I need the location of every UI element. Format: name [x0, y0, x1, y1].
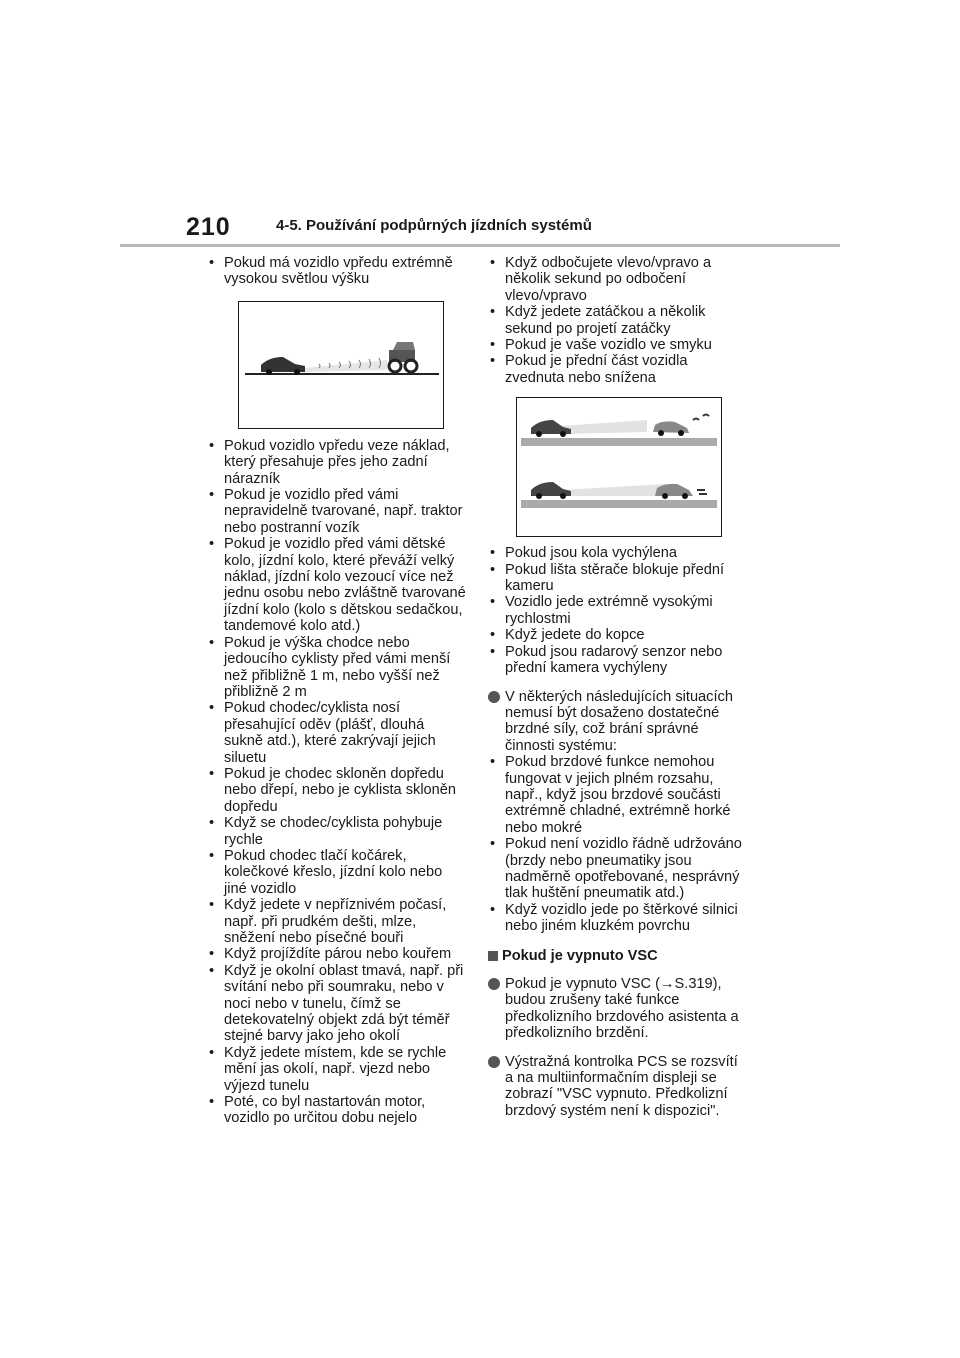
list-item: • Když se chodec/cyklista pohybuje rychle [207, 815, 467, 848]
list-item: • Pokud je vaše vozidlo ve smyku [488, 337, 748, 353]
square-marker-icon [488, 951, 498, 961]
bullet-dot-icon [488, 691, 500, 703]
page-header [0, 0, 960, 250]
list-item: • Pokud není vozidlo řádně udržováno (brzdy nebo pneumatiky jsou nadměrně opotřebované, nesprávný tlak huštění pneumatik atd.) [488, 836, 748, 902]
vsc-heading [488, 948, 748, 964]
list-item: • Pokud je vozidlo před vámi dětské kolo, jízdní kolo, které převáží velký náklad, jízdní kolo vezoucí více než jednu osobu nebo zvláštně tvarované jízdní kolo (kolo s dětskou sedačkou, tandemové kolo atd.) [207, 536, 467, 634]
page-number: 210 [186, 213, 231, 241]
vsc-note-2-text: Výstražná kontrolka PCS se rozsvítí a na multiinformačním displeji se zobrazí "VSC vypnuto. Předkolizní brzdový systém není k dispozici". [505, 1053, 738, 1119]
right-list-mid [488, 545, 748, 676]
braking-note [488, 689, 748, 755]
list-item: • Když odbočujete vlevo/vpravo a několik sekund po odbočení vlevo/vpravo [488, 255, 748, 304]
list-item: • Když jedete v nepříznivém počasí, např. při prudkém dešti, mlze, sněžení nebo písečné bouři [207, 897, 467, 946]
left-list-bottom [207, 438, 467, 1127]
list-item: • Když jedete do kopce [488, 627, 748, 643]
list-item: • Pokud brzdové funkce nemohou fungovat v jejich plném rozsahu, např., když jsou brzdové součásti extrémně chladné, extrémně horké nebo mokré [488, 754, 748, 836]
header-divider [120, 244, 840, 247]
list-item: • Pokud chodec/cyklista nosí přesahující oděv (plášť, dlouhá sukně atd.), které zakrývají jejich siluetu [207, 700, 467, 766]
right-list-braking [488, 754, 748, 934]
bullet-dot-icon [488, 1056, 500, 1068]
list-item: • Pokud chodec tlačí kočárek, kolečkové křeslo, jízdní kolo nebo jiné vozidlo [207, 848, 467, 897]
vsc-note-1 [488, 976, 748, 1042]
section-title: 4-5. Používání podpůrných jízdních systémů [276, 217, 592, 234]
right-list-top [488, 255, 748, 386]
list-item: • Pokud vozidlo vpředu veze náklad, který přesahuje přes jeho zadní nárazník [207, 438, 467, 487]
left-list-top [207, 255, 467, 288]
list-item: • Pokud jsou radarový senzor nebo přední kamera vychýleny [488, 644, 748, 677]
right-column [488, 255, 748, 1119]
list-item: • Pokud jsou kola vychýlena [488, 545, 748, 561]
list-item: • Pokud je výška chodce nebo jedoucího cyklisty před vámi menší než přibližně 1 m, nebo vyšší než přibližně 2 m [207, 635, 467, 701]
left-column [207, 255, 467, 1127]
vsc-note-1-text: Pokud je vypnuto VSC (→S.319), budou zrušeny také funkce předkolizního brzdového asistenta a předkolizního brzdění. [505, 976, 739, 1042]
list-item: • Vozidlo jede extrémně vysokými rychlostmi [488, 594, 748, 627]
list-item: • Když je okolní oblast tmavá, např. při svítání nebo při soumraku, nebo v noci nebo v tunelu, čímž se detekovatelný objekt zdá být téměř stejné barvy jako jeho okolí [207, 963, 467, 1045]
list-item: • Pokud má vozidlo vpředu extrémně vysokou světlou výšku [207, 255, 467, 288]
vsc-heading-text: Pokud je vypnuto VSC [502, 947, 658, 964]
bullet-dot-icon [488, 978, 500, 990]
list-item: • Když jedete zatáčkou a několik sekund po projetí zatáčky [488, 304, 748, 337]
vsc-note-2 [488, 1054, 748, 1120]
high-clearance-vehicle-illustration [238, 301, 444, 429]
turning-and-skid-illustration [516, 397, 722, 537]
list-item: • Pokud je vozidlo před vámi nepravidelně tvarované, např. traktor nebo postranní vozík [207, 487, 467, 536]
braking-note-text: V některých následujících situacích nemusí být dosaženo dostatečné brzdné síly, což brání správné činnosti systému: [505, 688, 733, 754]
list-item: • Když projíždíte párou nebo kouřem [207, 946, 467, 962]
list-item: • Když vozidlo jede po štěrkové silnici nebo jiném kluzkém povrchu [488, 902, 748, 935]
list-item: • Poté, co byl nastartován motor, vozidlo po určitou dobu nejelo [207, 1094, 467, 1127]
list-item: • Pokud je chodec skloněn dopředu nebo dřepí, nebo je cyklista skloněn dopředu [207, 766, 467, 815]
list-item: • Pokud lišta stěrače blokuje přední kameru [488, 562, 748, 595]
list-item: • Pokud je přední část vozidla zvednuta nebo snížena [488, 353, 748, 386]
list-item: • Když jedete místem, kde se rychle mění jas okolí, např. vjezd nebo výjezd tunelu [207, 1045, 467, 1094]
